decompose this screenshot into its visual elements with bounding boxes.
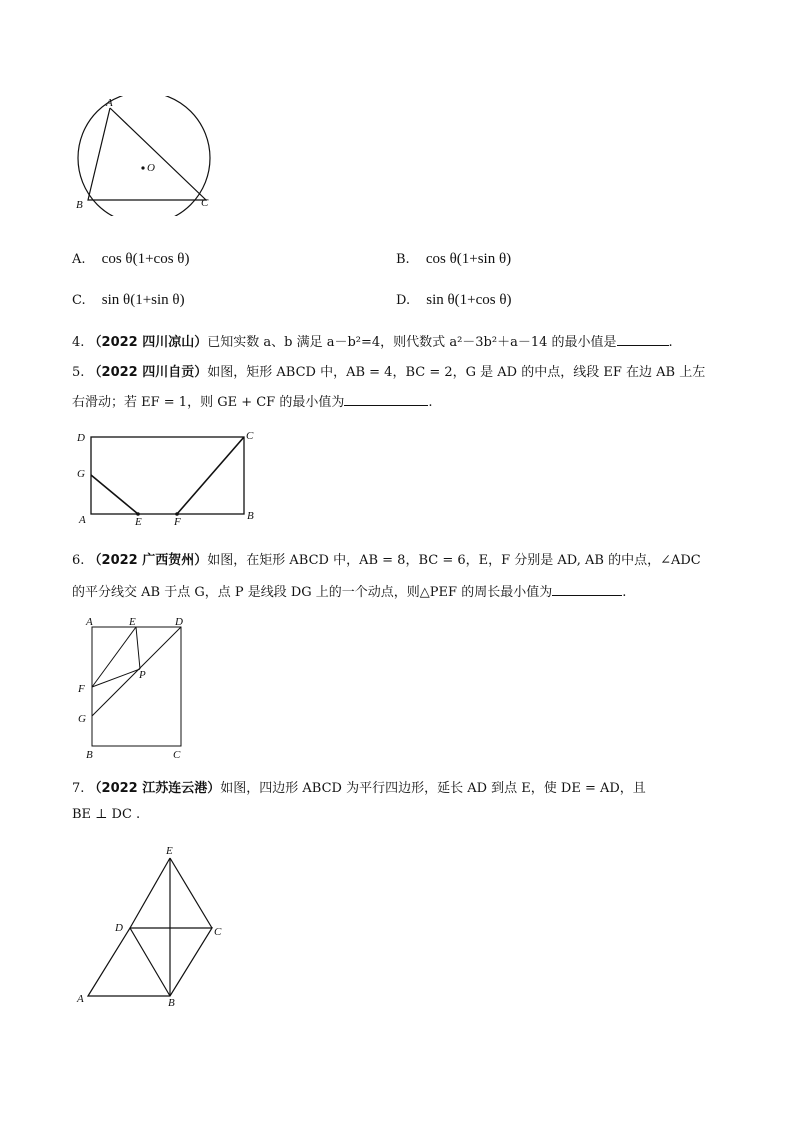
q4-end: . — [668, 335, 673, 350]
q4-number: 4. — [72, 335, 85, 350]
label-b: B — [76, 199, 83, 211]
label-d: D — [115, 922, 123, 934]
question-4 — [72, 331, 673, 350]
label-d: D — [175, 616, 183, 628]
q6-number: 6. — [72, 553, 85, 568]
label-a: A — [77, 993, 84, 1005]
rectangle-bisector-figure — [72, 612, 197, 762]
q7-number: 7. — [72, 781, 85, 796]
center-point — [141, 166, 144, 169]
segment-de — [130, 858, 170, 928]
option-d-expr: sin θ(1+cos θ) — [426, 292, 512, 308]
option-c[interactable] — [72, 292, 185, 309]
label-e: E — [166, 845, 173, 857]
label-f: F — [174, 516, 181, 527]
q5-source: （2022 四川自贡） — [88, 365, 208, 380]
option-d-letter: D. — [396, 293, 411, 308]
option-a-expr: cos θ(1+cos θ) — [101, 251, 190, 267]
option-a[interactable] — [72, 251, 189, 268]
circle-triangle-figure — [70, 96, 220, 216]
question-5-line1 — [72, 361, 705, 380]
label-e: E — [135, 516, 142, 527]
segment-dg — [92, 627, 181, 716]
question-6-line2 — [72, 581, 626, 600]
q7-line1: 如图，四边形 ABCD 为平行四边形，延长 AD 到点 E，使 DE = AD，且 — [220, 781, 646, 796]
label-f: F — [78, 683, 85, 695]
q4-source: （2022 四川凉山） — [88, 335, 208, 350]
question-7-line2 — [72, 807, 140, 822]
label-d: D — [77, 432, 85, 444]
question-6-line1 — [72, 549, 701, 568]
q7-source: （2022 江苏连云港） — [88, 781, 221, 796]
label-c: C — [201, 197, 209, 209]
label-o: O — [147, 162, 155, 174]
label-a: A — [106, 97, 113, 109]
label-b: B — [86, 749, 93, 761]
option-a-letter: A. — [72, 252, 86, 267]
option-b-letter: B. — [396, 252, 410, 267]
parallelogram-figure — [72, 840, 232, 1010]
q5-end: . — [428, 395, 433, 410]
label-g: G — [78, 713, 86, 725]
q6-answer-blank[interactable] — [552, 583, 622, 596]
q6-source: （2022 广西贺州） — [88, 553, 208, 568]
label-a: A — [86, 616, 93, 628]
label-c: C — [173, 749, 181, 761]
label-a: A — [79, 514, 86, 526]
q6-line2: 的平分线交 AB 于点 G，点 P 是线段 DG 上的一个动点，则△PEF 的周长最小值为 — [72, 585, 553, 600]
label-c: C — [214, 926, 222, 938]
circumcircle — [78, 96, 210, 216]
label-b: B — [247, 510, 254, 522]
segment-db — [130, 928, 170, 996]
option-c-letter: C. — [72, 293, 86, 308]
q4-text: 已知实数 a、b 满足 a－b²=4，则代数式 a²－3b²＋a－14 的最小值是 — [207, 335, 617, 350]
label-b: B — [168, 997, 175, 1009]
q5-line1: 如图，矩形 ABCD 中，AB = 4，BC = 2，G 是 AD 的中点，线段 EF 在边 AB 上左 — [207, 365, 706, 380]
rectangle-slide-figure — [72, 427, 267, 527]
q6-end: . — [622, 585, 627, 600]
triangle-abc — [88, 108, 206, 200]
label-c: C — [246, 430, 254, 442]
label-p: P — [139, 669, 146, 681]
q5-answer-blank[interactable] — [344, 393, 428, 406]
q5-line2: 右滑动；若 EF = 1，则 GE + CF 的最小值为 — [72, 395, 345, 410]
rectangle-abcd — [92, 627, 181, 746]
option-c-expr: sin θ(1+sin θ) — [101, 292, 185, 308]
q5-number: 5. — [72, 365, 85, 380]
segment-ep — [136, 627, 140, 669]
option-b-expr: cos θ(1+sin θ) — [425, 251, 512, 267]
label-e: E — [129, 616, 136, 628]
option-d[interactable] — [396, 292, 512, 309]
question-7-line1 — [72, 777, 646, 796]
question-5-line2 — [72, 391, 432, 410]
option-b[interactable] — [396, 251, 511, 268]
rectangle-abcd — [91, 437, 244, 514]
segment-ec — [170, 858, 212, 928]
q6-line1: 如图，在矩形 ABCD 中，AB = 8，BC = 6，E，F 分别是 AD, AB 的中点，∠ADC — [207, 553, 701, 568]
segment-cf — [177, 437, 244, 514]
q7-line2: BE ⊥ DC . — [72, 807, 141, 822]
segment-ge — [91, 475, 138, 514]
label-g: G — [77, 468, 85, 480]
q4-answer-blank[interactable] — [617, 333, 669, 346]
